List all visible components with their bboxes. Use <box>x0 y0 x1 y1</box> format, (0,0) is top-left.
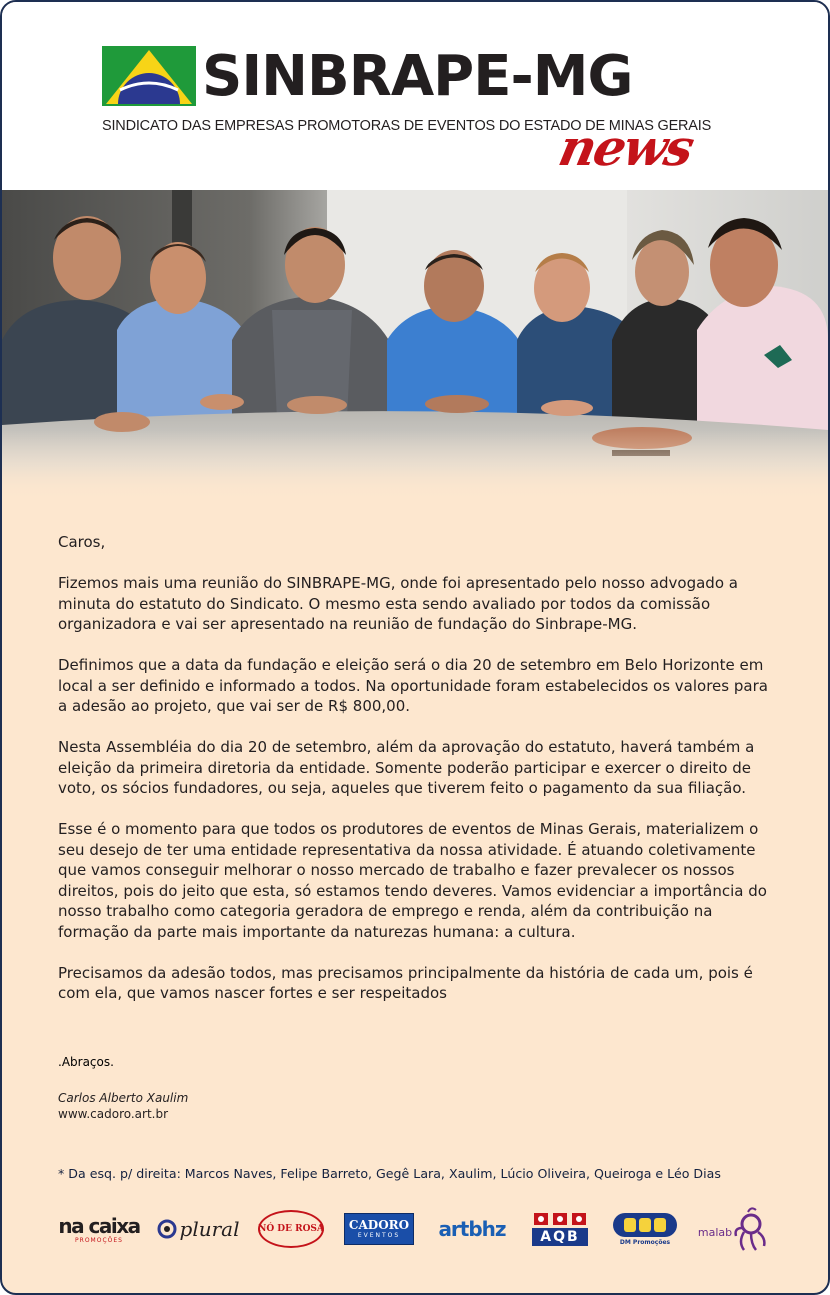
plural-label: plural <box>179 1217 240 1241</box>
dm-block-icon <box>624 1218 636 1232</box>
brazil-flag-logo-icon <box>102 46 196 106</box>
aqb-label: AQB <box>540 1229 580 1245</box>
artbhz-label: artbhz <box>438 1217 506 1241</box>
paragraph: Definimos que a data da fundação e eleição será o dia 20 de setembro em Belo Horizonte em local a ser definido e informado a todos. Na oportunidade foram estabelecidos os valores para a adesão ao projeto, que vai ser de R$ 800,00. <box>58 656 768 715</box>
sponsor-aqb-logo[interactable] <box>530 1206 590 1252</box>
cadoro-sublabel: EVENTOS <box>357 1232 401 1239</box>
news-label: news <box>553 118 698 177</box>
dm-label: DM Promoções <box>619 1238 671 1246</box>
malab-label: malab <box>697 1225 733 1239</box>
sponsor-malab-logo[interactable] <box>696 1206 772 1252</box>
group-photo <box>2 190 828 500</box>
dm-block-icon <box>639 1218 651 1232</box>
sponsor-artbhz-logo[interactable] <box>432 1206 512 1252</box>
paragraph: Nesta Assembléia do dia 20 de setembro, além da aprovação do estatuto, haverá também a eleição da primeira diretoria da entidade. Somente poderão participar e exercer o direito de voto, os sócios fundadores, ou seja, aqueles que tiverem feito o pagamento da sua filiação. <box>58 738 755 797</box>
sponsor-dm-logo[interactable] <box>610 1206 680 1252</box>
greeting: Caros, <box>58 533 106 551</box>
paragraph: Esse é o momento para que todos os produtores de eventos de Minas Gerais, materializem o seu desejo de ter uma entidade representativa da nossa atividade. É atuando coletivamente que vamos conseguir melhorar o nosso mercado de trabalho e fazer prevalecer os nossos direitos, pois do jeito que esta, só estamos tendo deveres. Vamos evidenciar a importância do nosso trabalho como categoria geradora de emprego e renda, além da contribuição na formação da parte mais importante da naturezas humana: a cultura. <box>58 820 767 941</box>
aqb-marks-icon <box>532 1212 588 1226</box>
brand-name: SINBRAPE-MG <box>202 44 633 109</box>
nacaixa-sublabel: PROMOÇÕES <box>75 1236 123 1244</box>
newsletter-header <box>2 2 828 190</box>
brand-tagline: SINDICATO DAS EMPRESAS PROMOTORAS DE EVENTOS DO ESTADO DE MINAS GERAIS <box>102 118 712 134</box>
octopus-icon <box>732 1206 770 1252</box>
paragraph: Fizemos mais uma reunião do SINBRAPE-MG, onde foi apresentado pelo nosso advogado a minuta do estatuto do Sindicato. O mesmo esta sendo avaliado por todos da comissão organizadora e vai ser apresentado na reunião de fundação do Sinbrape-MG. <box>58 574 738 633</box>
sponsor-nodrosa-logo[interactable] <box>258 1206 324 1252</box>
photo-caption: * Da esq. p/ direita: Marcos Naves, Felipe Barreto, Gegê Lara, Xaulim, Lúcio Oliveira, Queiroga e Léo Dias <box>58 1166 721 1181</box>
sponsor-plural-logo[interactable] <box>156 1206 240 1252</box>
sponsor-logos <box>58 1206 778 1256</box>
signature-name: Carlos Alberto Xaulim <box>58 1091 189 1105</box>
letter-body <box>58 532 768 1024</box>
nodrosa-label: NÓ DE ROSA <box>258 1224 324 1234</box>
cadoro-label: CADORO <box>348 1218 410 1232</box>
paragraph: Precisamos da adesão todos, mas precisamos principalmente da história de cada um, pois é com ela, que vamos nascer fortes e ser respeitados <box>58 963 753 1002</box>
signature <box>58 1090 188 1122</box>
plural-swirl-icon <box>157 1219 177 1239</box>
closing: .Abraços. <box>58 1055 114 1069</box>
signature-url[interactable]: www.cadoro.art.br <box>58 1107 169 1121</box>
dm-block-icon <box>654 1218 666 1232</box>
sponsor-nacaixa-logo[interactable] <box>58 1206 140 1252</box>
sponsor-cadoro-logo[interactable] <box>344 1206 414 1252</box>
nacaixa-label: na caixa <box>58 1213 140 1238</box>
